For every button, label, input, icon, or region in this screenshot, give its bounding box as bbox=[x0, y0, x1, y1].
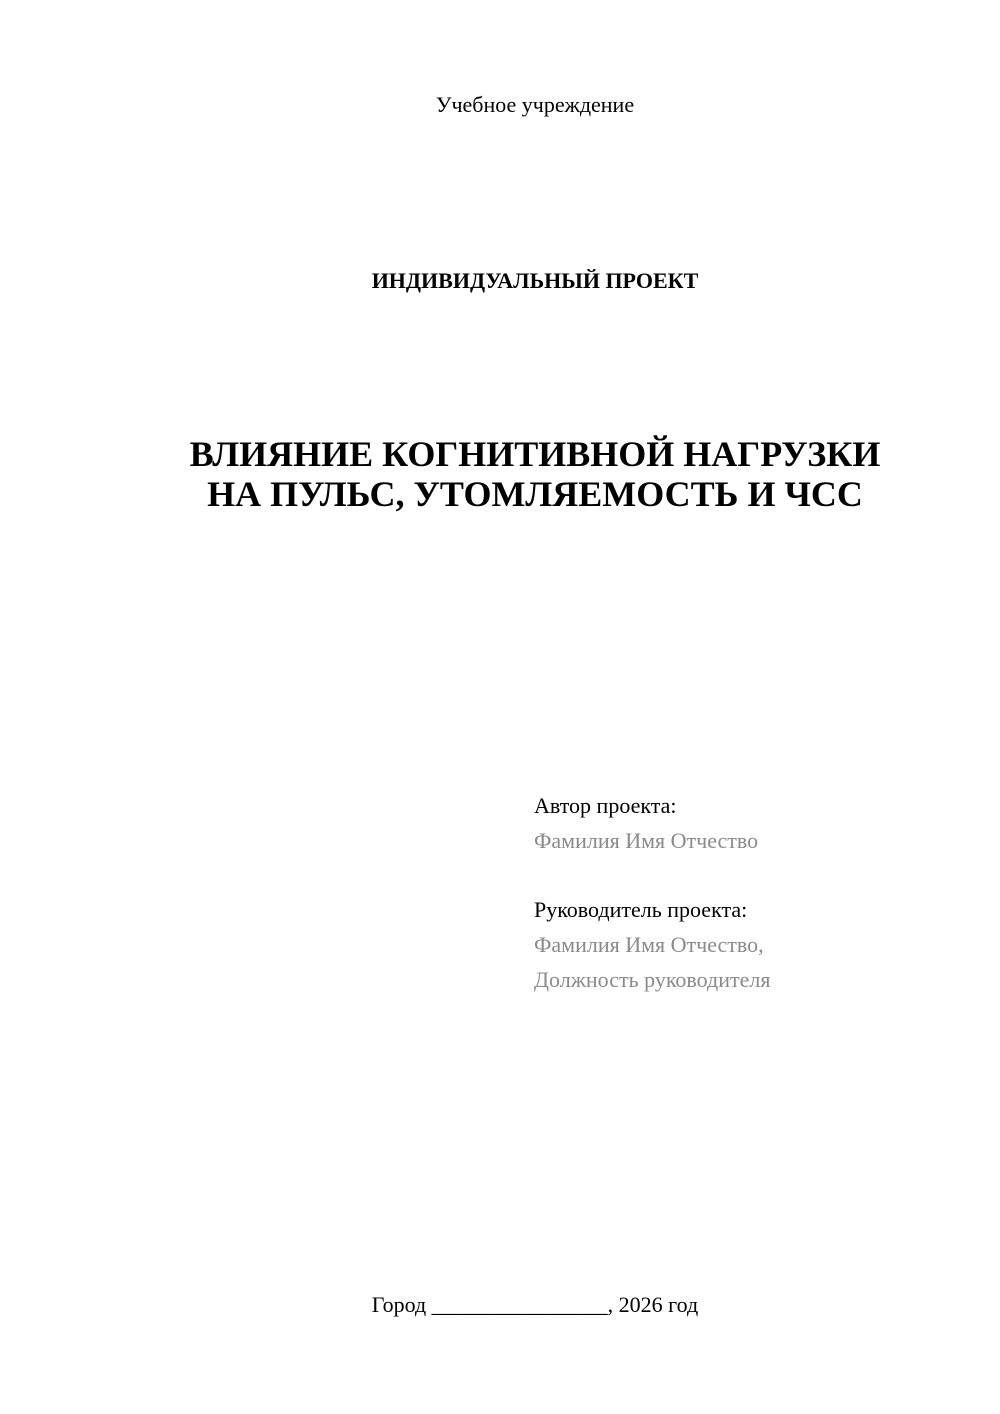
author-label: Автор проекта: bbox=[534, 793, 677, 818]
institution-name: Учебное учреждение bbox=[435, 92, 635, 117]
project-title-line-2: НА ПУЛЬС, УТОМЛЯЕМОСТЬ И ЧСС bbox=[207, 474, 863, 514]
supervisor-position: Должность руководителя bbox=[534, 967, 771, 992]
city-year-line: Город ________________, 2026 год bbox=[371, 1292, 699, 1317]
supervisor-label: Руководитель проекта: bbox=[534, 897, 748, 922]
project-title bbox=[0, 434, 1000, 514]
project-title-line-1: ВЛИЯНИЕ КОГНИТИВНОЙ НАГРУЗКИ bbox=[189, 434, 881, 474]
document-type: ИНДИВИДУАЛЬНЫЙ ПРОЕКТ bbox=[371, 268, 699, 293]
author-name: Фамилия Имя Отчество bbox=[534, 828, 759, 853]
credits-block bbox=[534, 788, 974, 997]
supervisor-name: Фамилия Имя Отчество, bbox=[534, 932, 764, 957]
credits-spacer bbox=[534, 858, 974, 892]
